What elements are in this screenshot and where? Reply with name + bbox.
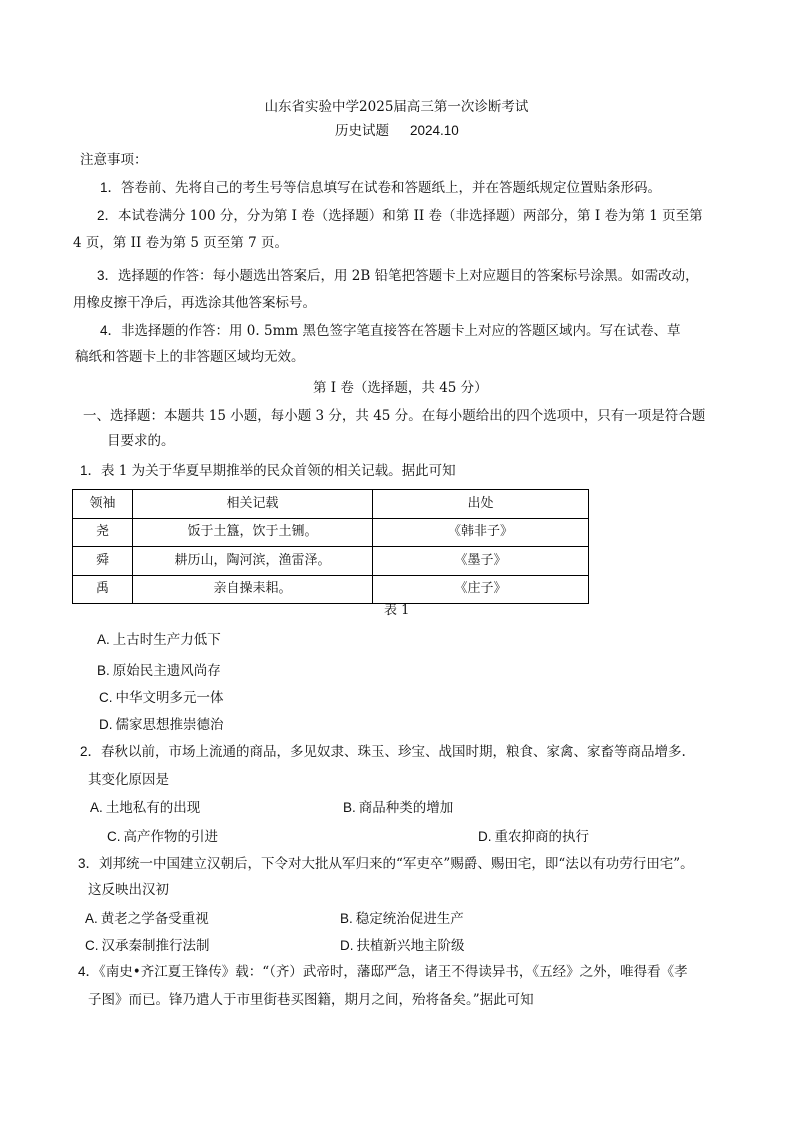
option-label: A. — [90, 800, 103, 815]
option-text: 稳定统治促进生产 — [355, 911, 464, 927]
table-cell: 亲自操耒耜。 — [133, 575, 373, 604]
option-text: 黄老之学备受重视 — [100, 911, 209, 927]
option-text: 扶植新兴地主阶级 — [356, 938, 465, 954]
table-header-cell: 相关记载 — [133, 490, 373, 519]
option-text: 土地私有的出现 — [105, 800, 201, 816]
question-3-option-d — [340, 937, 465, 955]
notice-item-text: 非选择题的作答：用 0. 5mm 黑色签字笔直接答在答题卡上对应的答题区域内。写在试卷、草 — [121, 323, 681, 339]
notice-item-1 — [100, 179, 661, 197]
option-text: 儒家思想推崇德治 — [115, 717, 224, 733]
notice-item-text: 答卷前、先将自己的考生号等信息填写在试卷和答题纸上，并在答题纸规定位置贴条形码。 — [121, 180, 662, 196]
option-text: 中华文明多元一体 — [115, 690, 224, 706]
question-text: 《南史•齐江夏王锋传》载：“（齐）武帝时，藩邸严急，诸王不得读异书，《五经》之外，唯得看《孝 — [99, 964, 688, 980]
question-1-option-d — [99, 716, 224, 734]
question-3-stem-continuation: 这反映出汉初 — [88, 882, 169, 898]
option-label: B. — [340, 911, 353, 926]
question-3-option-a — [85, 910, 209, 928]
notice-item-4-continuation: 稿纸和答题卡上的非答题区域均无效。 — [75, 349, 305, 365]
part1-title: 第 I 卷（选择题，共 45 分） — [313, 380, 488, 396]
option-label: C. — [85, 938, 99, 953]
question-1-option-a — [97, 631, 221, 649]
option-label: D. — [99, 717, 113, 732]
notice-item-4 — [100, 322, 680, 340]
option-label: C. — [99, 690, 113, 705]
question-2-option-c — [107, 828, 218, 846]
question-number: 1． — [80, 463, 102, 478]
question-1-option-c — [99, 689, 224, 707]
notice-item-2-continuation: 4 页，第 II 卷为第 5 页至第 7 页。 — [73, 235, 288, 251]
option-label: A. — [97, 632, 110, 647]
table-cell: 《韩非子》 — [373, 518, 589, 547]
notice-item-text: 选择题的作答：每小题选出答案后，用 2B 铅笔把答题卡上对应题目的答案标号涂黑。如需改动， — [118, 268, 699, 284]
table-header-row — [73, 490, 589, 519]
question-4-stem-continuation: 子图》而已。锋乃遣人于市里街巷买图籍，期月之间，殆将备矣。”据此可知 — [88, 992, 534, 1008]
question-2-option-a — [90, 799, 200, 817]
notice-item-number: 3． — [97, 268, 119, 283]
notice-item-number: 1． — [100, 180, 122, 195]
question-3-stem — [78, 855, 694, 873]
question-1-stem — [80, 462, 456, 480]
question-number: 2． — [80, 744, 102, 759]
section-instructions-continuation: 目要求的。 — [107, 433, 175, 449]
option-text: 重农抑商的执行 — [494, 829, 589, 845]
notice-item-3 — [97, 267, 699, 285]
table-cell: 《墨子》 — [373, 547, 589, 576]
exam-title: 山东省实验中学2025届高三第一次诊断考试 — [264, 99, 529, 115]
table-cell: 《庄子》 — [373, 575, 589, 604]
question-number: 4． — [78, 964, 100, 979]
notice-heading: 注意事项： — [80, 152, 148, 168]
question-1-option-b — [97, 662, 221, 680]
option-label: A. — [85, 911, 98, 926]
option-label: D. — [340, 938, 354, 953]
question-text: 刘邦统一中国建立汉朝后，下令对大批从军归来的“军吏卒”赐爵、赐田宅，即“法以有功劳行田宅”。 — [99, 856, 694, 872]
question-3-option-b — [340, 910, 464, 928]
option-text: 高产作物的引进 — [123, 829, 218, 845]
table-cell: 禹 — [73, 575, 133, 604]
question-4-stem — [78, 963, 688, 981]
table-row — [73, 575, 589, 604]
option-text: 商品种类的增加 — [358, 800, 454, 816]
question-text: 表 1 为关于华夏早期推举的民众首领的相关记载。据此可知 — [101, 463, 456, 479]
table-row — [73, 518, 589, 547]
question-2-stem — [80, 743, 686, 761]
notice-item-number: 2． — [97, 208, 119, 223]
table-cell: 耕历山，陶河滨，渔雷泽。 — [133, 547, 373, 576]
notice-item-2 — [97, 207, 703, 225]
table-cell: 饭于土簋，饮于土铏。 — [133, 518, 373, 547]
record-table — [72, 489, 589, 604]
question-3-option-c — [85, 937, 210, 955]
table-caption: 表 1 — [384, 603, 410, 618]
notice-item-number: 4． — [100, 323, 122, 338]
exam-date: 2024.10 — [410, 123, 459, 138]
table-row — [73, 547, 589, 576]
option-label: C. — [107, 829, 121, 844]
table-header-cell: 领袖 — [73, 490, 133, 519]
subject-title: 历史试题 — [335, 123, 389, 139]
question-2-option-b — [343, 799, 453, 817]
question-text: 春秋以前，市场上流通的商品，多见奴隶、珠玉、珍宝、战国时期，粮食、家禽、家畜等商品增多. — [101, 744, 686, 760]
notice-item-text: 本试卷满分 100 分，分为第 I 卷（选择题）和第 II 卷（非选择题）两部分，第 I 卷为第 1 页至第 — [118, 208, 703, 224]
question-2-stem-continuation: 其变化原因是 — [88, 772, 169, 788]
table-cell: 尧 — [73, 518, 133, 547]
section-instructions: 一、选择题：本题共 15 小题，每小题 3 分，共 45 分。在每小题给出的四个选项中，只有一项是符合题 — [83, 408, 706, 424]
option-text: 原始民主遗风尚存 — [112, 663, 221, 679]
option-label: D. — [478, 829, 492, 844]
question-2-option-d — [478, 828, 589, 846]
question-number: 3． — [78, 856, 100, 871]
option-text: 上古时生产力低下 — [112, 632, 221, 648]
option-text: 汉承秦制推行法制 — [101, 938, 210, 954]
table-cell: 舜 — [73, 547, 133, 576]
option-label: B. — [97, 663, 110, 678]
table-header-cell: 出处 — [373, 490, 589, 519]
option-label: B. — [343, 800, 356, 815]
notice-item-3-continuation: 用橡皮擦干净后，再选涂其他答案标号。 — [73, 295, 316, 311]
